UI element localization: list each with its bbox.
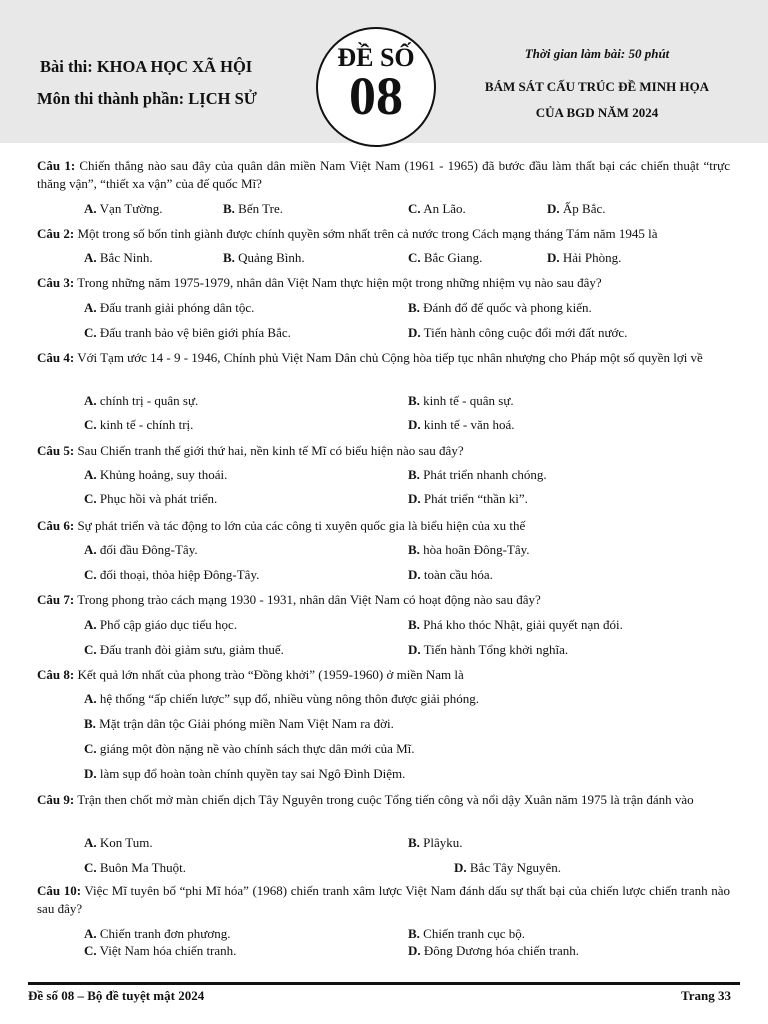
question bbox=[37, 442, 730, 460]
option: B. Phát triển nhanh chóng. bbox=[408, 467, 547, 482]
question-label: Câu 7: bbox=[37, 592, 75, 607]
exam-number-label: ĐỀ SỐ bbox=[337, 43, 415, 72]
option: C. Phục hồi và phát triển. bbox=[84, 491, 218, 506]
option: C. Việt Nam hóa chiến tranh. bbox=[84, 943, 237, 958]
question-text: Trong những năm 1975-1979, nhân dân Việt Nam thực hiện một trong những nhiệm vụ nào sau đây? bbox=[77, 275, 602, 290]
option: D. Ấp Bắc. bbox=[547, 201, 606, 216]
question-text: Chiến thắng nào sau đây của quân dân miền Nam Việt Nam (1961 - 1965) đã bước đầu làm thất bại các chiến thuật “trực thăng vận”, “thiết xa vận” của đế quốc Mĩ? bbox=[37, 158, 731, 191]
option: B. kinh tế - quân sự. bbox=[408, 393, 514, 408]
option: B. hòa hoãn Đông-Tây. bbox=[408, 542, 530, 557]
option: B. Bến Tre. bbox=[223, 201, 283, 216]
option: C. Đấu tranh bảo vệ biên giới phía Bắc. bbox=[84, 325, 291, 340]
question-label: Câu 6: bbox=[37, 518, 75, 533]
question-text: Kết quả lớn nhất của phong trào “Đồng khởi” (1959-1960) ở miền Nam là bbox=[77, 667, 464, 682]
option: B. Quảng Bình. bbox=[223, 250, 305, 265]
option: B. Plâyku. bbox=[408, 835, 463, 850]
option: D. Tiến hành công cuộc đổi mới đất nước. bbox=[408, 325, 628, 340]
question-text: Với Tạm ước 14 - 9 - 1946, Chính phủ Việt Nam Dân chủ Cộng hòa tiếp tục nhân nhượng cho Pháp một số quyền lợi về bbox=[77, 350, 703, 365]
option: A. Phổ cập giáo dục tiểu học. bbox=[84, 617, 238, 632]
option: B. Phá kho thóc Nhật, giải quyết nạn đói. bbox=[408, 617, 623, 632]
option: C. An Lão. bbox=[408, 201, 466, 216]
option: D. Phát triển “thần kì”. bbox=[408, 491, 528, 506]
option: D. Bắc Tây Nguyên. bbox=[454, 860, 561, 875]
question bbox=[37, 666, 730, 684]
question-label: Câu 9: bbox=[37, 792, 75, 807]
question bbox=[37, 591, 730, 609]
option: A. hệ thống “ấp chiến lược” sụp đổ, nhiều vùng nông thôn được giải phóng. bbox=[84, 691, 480, 706]
option: D. Tiến hành Tổng khởi nghĩa. bbox=[408, 642, 569, 657]
exam-title: Bài thi: KHOA HỌC XÃ HỘI bbox=[40, 57, 253, 76]
option: C. Buôn Ma Thuột. bbox=[84, 860, 186, 875]
option: A. Đấu tranh giải phóng dân tộc. bbox=[84, 300, 255, 315]
exam-number-badge bbox=[316, 27, 436, 147]
question-label: Câu 8: bbox=[37, 667, 75, 682]
question bbox=[37, 274, 730, 292]
option: A. chính trị - quân sự. bbox=[84, 393, 199, 408]
option: C. đối thoại, thỏa hiệp Đông-Tây. bbox=[84, 567, 260, 582]
question bbox=[37, 517, 730, 535]
footer-title: Đề số 08 – Bộ đề tuyệt mật 2024 bbox=[28, 988, 205, 1003]
question bbox=[37, 882, 730, 918]
exam-number: 08 bbox=[349, 66, 403, 126]
question-text: Trận then chốt mở màn chiến dịch Tây Nguyên trong cuộc Tổng tiến công và nổi dậy Xuân năm 1975 là trận đánh vào bbox=[77, 792, 694, 807]
question-label: Câu 2: bbox=[37, 226, 75, 241]
option: A. Chiến tranh đơn phương. bbox=[84, 926, 231, 941]
option: A. Bắc Ninh. bbox=[84, 250, 153, 265]
time-limit: Thời gian làm bài: 50 phút bbox=[524, 46, 670, 61]
question-text: Một trong số bốn tỉnh giành được chính quyền sớm nhất trên cả nước trong Cách mạng tháng Tám năm 1945 là bbox=[77, 226, 658, 241]
option: C. kinh tế - chính trị. bbox=[84, 417, 194, 432]
question bbox=[37, 157, 730, 193]
option: D. làm sụp đổ hoàn toàn chính quyền tay sai Ngô Đình Diệm. bbox=[84, 766, 406, 781]
option: A. Vạn Tường. bbox=[84, 201, 163, 216]
question-text: Trong phong trào cách mạng 1930 - 1931, nhân dân Việt Nam có hoạt động nào sau đây? bbox=[77, 592, 541, 607]
option: A. Kon Tum. bbox=[84, 835, 153, 850]
page-number: Trang 33 bbox=[681, 988, 731, 1003]
question bbox=[37, 225, 730, 243]
question-label: Câu 4: bbox=[37, 350, 75, 365]
structure-line-1: BÁM SÁT CẤU TRÚC ĐỀ MINH HỌA bbox=[484, 79, 710, 94]
question-text: Sự phát triển và tác động to lớn của các công ti xuyên quốc gia là biểu hiện của xu thế bbox=[77, 518, 526, 533]
subject-title: Môn thi thành phần: LỊCH SỬ bbox=[37, 89, 257, 108]
option: B. Đánh đổ đế quốc và phong kiến. bbox=[408, 300, 592, 315]
question-label: Câu 1: bbox=[37, 158, 76, 173]
question-label: Câu 10: bbox=[37, 883, 82, 898]
question-text: Sau Chiến tranh thế giới thứ hai, nền kinh tế Mĩ có biểu hiện nào sau đây? bbox=[77, 443, 464, 458]
option: D. toàn cầu hóa. bbox=[408, 567, 493, 582]
option: D. Đông Dương hóa chiến tranh. bbox=[408, 943, 579, 958]
question-label: Câu 3: bbox=[37, 275, 75, 290]
option: D. kinh tế - văn hoá. bbox=[408, 417, 515, 432]
option: C. Bắc Giang. bbox=[408, 250, 483, 265]
question bbox=[37, 349, 730, 367]
option: B. Chiến tranh cục bộ. bbox=[408, 926, 525, 941]
option: C. giáng một đòn nặng nề vào chính sách thực dân mới của Mĩ. bbox=[84, 741, 415, 756]
option: B. Mặt trận dân tộc Giải phóng miền Nam Việt Nam ra đời. bbox=[84, 716, 394, 731]
question-label: Câu 5: bbox=[37, 443, 75, 458]
option: D. Hải Phòng. bbox=[547, 250, 622, 265]
option: A. đối đầu Đông-Tây. bbox=[84, 542, 198, 557]
option: C. Đấu tranh đòi giảm sưu, giảm thuế. bbox=[84, 642, 284, 657]
question-text: Việc Mĩ tuyên bố “phi Mĩ hóa” (1968) chiến tranh xâm lược Việt Nam đánh dấu sự thất bại của chiến lược chiến tranh nào sau đây? bbox=[37, 883, 730, 916]
footer-divider bbox=[28, 982, 740, 985]
question bbox=[37, 791, 730, 809]
structure-line-2: CỦA BGD NĂM 2024 bbox=[535, 105, 659, 120]
option: A. Khủng hoảng, suy thoái. bbox=[84, 467, 228, 482]
